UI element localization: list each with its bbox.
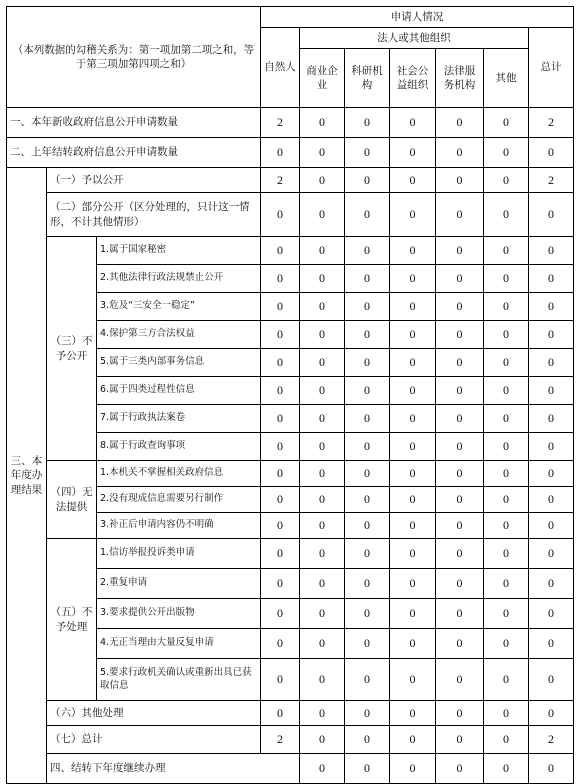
- row-deny-1: [7, 237, 574, 265]
- row-nohandle-1: [7, 539, 574, 569]
- value-other: 0: [484, 513, 529, 539]
- value-other: 0: [484, 461, 529, 487]
- value-natural: 0: [261, 659, 300, 701]
- row-label: 四、结转下年度继续办理: [47, 754, 300, 784]
- value-natural: 0: [261, 701, 300, 726]
- value-social: 0: [390, 461, 436, 487]
- value-commercial: 0: [300, 659, 345, 701]
- row-label: 一、本年新收政府信息公开申请数量: [7, 108, 261, 138]
- value-legal-service: 0: [484, 754, 529, 784]
- row-label: （六）其他处理: [47, 701, 261, 726]
- value-other: 0: [484, 726, 529, 754]
- row-label: 2.没有现成信息需要另行制作: [97, 487, 261, 513]
- value-total: 0: [529, 349, 574, 377]
- row-results-total: [7, 726, 574, 754]
- value-legal-service: 0: [436, 726, 484, 754]
- value-social: 0: [390, 321, 436, 349]
- value-total: 0: [529, 513, 574, 539]
- linkage-note: （本列数据的勾稽关系为：第一项加第二项之和，等于第三项加第四项之和）: [7, 7, 261, 108]
- value-legal-service: 0: [436, 293, 484, 321]
- value-legal-service: 0: [436, 138, 484, 168]
- value-research: 0: [345, 539, 390, 569]
- value-total: 0: [529, 539, 574, 569]
- value-other: 0: [484, 701, 529, 726]
- value-total: 0: [529, 193, 574, 237]
- row-label: 4.无正当理由大量反复申请: [97, 629, 261, 659]
- value-social: 0: [390, 237, 436, 265]
- value-commercial: 0: [300, 461, 345, 487]
- value-social: 0: [390, 513, 436, 539]
- value-research: 0: [345, 138, 390, 168]
- value-other: 0: [484, 193, 529, 237]
- value-legal-service: 0: [436, 377, 484, 405]
- value-total: 0: [529, 321, 574, 349]
- value-natural: 0: [261, 405, 300, 433]
- value-social: 0: [390, 265, 436, 293]
- value-other: 0: [484, 138, 529, 168]
- value-natural: 0: [261, 487, 300, 513]
- value-research: 0: [345, 405, 390, 433]
- row-label: 6.属于四类过程性信息: [97, 377, 261, 405]
- value-research: 0: [345, 513, 390, 539]
- table-body: [7, 7, 574, 784]
- value-natural: 0: [261, 321, 300, 349]
- value-natural: 0: [261, 569, 300, 599]
- row-label: （一）予以公开: [47, 168, 261, 193]
- value-natural: 0: [261, 349, 300, 377]
- value-natural: 0: [261, 433, 300, 461]
- value-research: 0: [345, 701, 390, 726]
- value-other: 0: [529, 754, 574, 784]
- results-category-label: 三、本年度办理结果: [7, 168, 47, 784]
- research-header: 科研机构: [345, 49, 390, 108]
- value-legal-service: 0: [436, 569, 484, 599]
- value-other: 0: [484, 405, 529, 433]
- value-total: 0: [529, 461, 574, 487]
- value-total: 0: [529, 487, 574, 513]
- value-legal-service: 0: [436, 193, 484, 237]
- value-commercial: 0: [300, 726, 345, 754]
- value-other: 0: [484, 629, 529, 659]
- value-total: 0: [529, 265, 574, 293]
- value-research: 0: [345, 461, 390, 487]
- value-commercial: 0: [300, 433, 345, 461]
- row-label: 1.信访举报投诉类申请: [97, 539, 261, 569]
- legal-service-header: 法律服务机构: [436, 49, 484, 108]
- value-commercial: 0: [300, 629, 345, 659]
- value-total: 0: [529, 701, 574, 726]
- value-research: 0: [345, 321, 390, 349]
- unable-group-label: （四）无法提供: [47, 461, 97, 539]
- value-legal-service: 0: [436, 629, 484, 659]
- row-label: 5.要求行政机关确认或重新出具已获取信息: [97, 659, 261, 701]
- value-natural: 0: [261, 237, 300, 265]
- value-research: 0: [345, 629, 390, 659]
- value-natural: 0: [261, 265, 300, 293]
- value-commercial: 0: [300, 599, 345, 629]
- header-row-applicant: [7, 7, 574, 28]
- value-research: 0: [345, 599, 390, 629]
- value-research: 0: [345, 108, 390, 138]
- value-commercial: 0: [300, 377, 345, 405]
- value-legal-service: 0: [436, 701, 484, 726]
- value-social: 0: [390, 193, 436, 237]
- value-research: 0: [345, 487, 390, 513]
- row-label: 3.补正后申请内容仍不明确: [97, 513, 261, 539]
- row-label: 8.属于行政查询事项: [97, 433, 261, 461]
- value-total: 0: [529, 237, 574, 265]
- row-label: 5.属于三类内部事务信息: [97, 349, 261, 377]
- value-legal-service: 0: [436, 599, 484, 629]
- value-other: 0: [484, 168, 529, 193]
- value-other: 0: [484, 599, 529, 629]
- value-legal-service: 0: [436, 265, 484, 293]
- value-research: 0: [345, 168, 390, 193]
- value-natural: 0: [261, 539, 300, 569]
- value-other: 0: [484, 265, 529, 293]
- value-other: 0: [484, 237, 529, 265]
- total-header: 总计: [529, 28, 574, 108]
- value-commercial: 0: [300, 265, 345, 293]
- applicant-header: 申请人情况: [261, 7, 574, 28]
- value-total: 0: [529, 659, 574, 701]
- gov-info-disclosure-table: [6, 6, 574, 784]
- social-welfare-header: 社会公益组织: [390, 49, 436, 108]
- value-total: 0: [529, 405, 574, 433]
- value-social: 0: [390, 487, 436, 513]
- value-legal-service: 0: [436, 513, 484, 539]
- value-other: 0: [484, 539, 529, 569]
- value-legal-service: 0: [436, 349, 484, 377]
- value-natural: 0: [261, 629, 300, 659]
- value-other: 0: [484, 433, 529, 461]
- value-research: 0: [345, 193, 390, 237]
- row-label: 2.其他法律行政法规禁止公开: [97, 265, 261, 293]
- value-social: 0: [390, 168, 436, 193]
- row-label: （七）总计: [47, 726, 261, 754]
- value-commercial: 0: [300, 569, 345, 599]
- value-natural: 2: [261, 168, 300, 193]
- value-social: 0: [390, 433, 436, 461]
- value-natural: 0: [261, 461, 300, 487]
- value-legal-service: 0: [436, 168, 484, 193]
- value-total: 0: [529, 629, 574, 659]
- value-commercial: 0: [300, 108, 345, 138]
- value-social: 0: [390, 293, 436, 321]
- value-total: 0: [529, 138, 574, 168]
- value-total: 2: [529, 726, 574, 754]
- value-other: 0: [484, 659, 529, 701]
- value-natural: 0: [261, 377, 300, 405]
- value-social: 0: [436, 754, 484, 784]
- nohandle-group-label: （五）不予处理: [47, 539, 97, 701]
- row-other-handling: [7, 701, 574, 726]
- value-commercial: 0: [345, 754, 390, 784]
- value-legal-service: 0: [436, 405, 484, 433]
- value-research: 0: [345, 726, 390, 754]
- row-grant: [7, 168, 574, 193]
- row-label: 3.要求提供公开出版物: [97, 599, 261, 629]
- value-total: 2: [529, 108, 574, 138]
- value-total: 0: [529, 599, 574, 629]
- value-commercial: 0: [300, 701, 345, 726]
- value-natural: 0: [261, 193, 300, 237]
- row-label: 7.属于行政执法案卷: [97, 405, 261, 433]
- value-social: 0: [390, 138, 436, 168]
- value-research: 0: [345, 265, 390, 293]
- row-new-requests: [7, 108, 574, 138]
- legal-entity-header: 法人或其他组织: [300, 28, 529, 49]
- value-total: 0: [529, 569, 574, 599]
- value-social: 0: [390, 405, 436, 433]
- value-other: 0: [484, 293, 529, 321]
- value-research: 0: [345, 349, 390, 377]
- value-commercial: 0: [300, 237, 345, 265]
- value-other: 0: [484, 108, 529, 138]
- row-carry-over-next: [7, 754, 574, 784]
- value-legal-service: 0: [436, 487, 484, 513]
- value-natural: 0: [261, 293, 300, 321]
- value-natural: 0: [261, 138, 300, 168]
- value-other: 0: [484, 321, 529, 349]
- natural-person-header: 自然人: [261, 28, 300, 108]
- row-label: 2.重复申请: [97, 569, 261, 599]
- value-other: 0: [484, 487, 529, 513]
- value-research: 0: [345, 433, 390, 461]
- row-label: 二、上年结转政府信息公开申请数量: [7, 138, 261, 168]
- deny-group-label: （三）不予公开: [47, 237, 97, 461]
- value-commercial: 0: [300, 487, 345, 513]
- value-commercial: 0: [300, 349, 345, 377]
- other-org-header: 其他: [484, 49, 529, 108]
- value-research: 0: [390, 754, 436, 784]
- value-commercial: 0: [300, 168, 345, 193]
- row-label: （二）部分公开（区分处理的，只计这一情形，不计其他情形）: [47, 193, 261, 237]
- value-social: 0: [390, 701, 436, 726]
- value-total: 0: [529, 433, 574, 461]
- value-research: 0: [345, 569, 390, 599]
- value-other: 0: [484, 569, 529, 599]
- value-social: 0: [390, 108, 436, 138]
- row-partial: [7, 193, 574, 237]
- commercial-header: 商业企业: [300, 49, 345, 108]
- value-social: 0: [390, 726, 436, 754]
- value-social: 0: [390, 539, 436, 569]
- value-natural: 0: [261, 513, 300, 539]
- row-carry-over-prev: [7, 138, 574, 168]
- value-research: 0: [345, 293, 390, 321]
- value-commercial: 0: [300, 321, 345, 349]
- value-social: 0: [390, 377, 436, 405]
- row-label: 1.属于国家秘密: [97, 237, 261, 265]
- value-legal-service: 0: [436, 237, 484, 265]
- row-label: 3.危及“三安全一稳定”: [97, 293, 261, 321]
- value-commercial: 0: [300, 405, 345, 433]
- value-social: 0: [390, 569, 436, 599]
- row-label: 4.保护第三方合法权益: [97, 321, 261, 349]
- value-total: 2: [529, 168, 574, 193]
- value-natural: 2: [261, 726, 300, 754]
- value-commercial: 0: [300, 193, 345, 237]
- value-total: 0: [529, 377, 574, 405]
- value-commercial: 0: [300, 513, 345, 539]
- value-natural: 2: [261, 108, 300, 138]
- value-social: 0: [390, 349, 436, 377]
- value-commercial: 0: [300, 138, 345, 168]
- value-other: 0: [484, 377, 529, 405]
- value-research: 0: [345, 659, 390, 701]
- value-legal-service: 0: [436, 461, 484, 487]
- value-commercial: 0: [300, 539, 345, 569]
- row-label: 1.本机关不掌握相关政府信息: [97, 461, 261, 487]
- value-legal-service: 0: [436, 433, 484, 461]
- value-natural: 0: [261, 599, 300, 629]
- value-social: 0: [390, 659, 436, 701]
- value-social: 0: [390, 629, 436, 659]
- value-total: 0: [529, 293, 574, 321]
- value-social: 0: [390, 599, 436, 629]
- value-legal-service: 0: [436, 321, 484, 349]
- value-legal-service: 0: [436, 539, 484, 569]
- value-natural: 0: [300, 754, 345, 784]
- value-research: 0: [345, 377, 390, 405]
- value-research: 0: [345, 237, 390, 265]
- value-other: 0: [484, 349, 529, 377]
- value-legal-service: 0: [436, 108, 484, 138]
- value-commercial: 0: [300, 293, 345, 321]
- value-legal-service: 0: [436, 659, 484, 701]
- row-unable-1: [7, 461, 574, 487]
